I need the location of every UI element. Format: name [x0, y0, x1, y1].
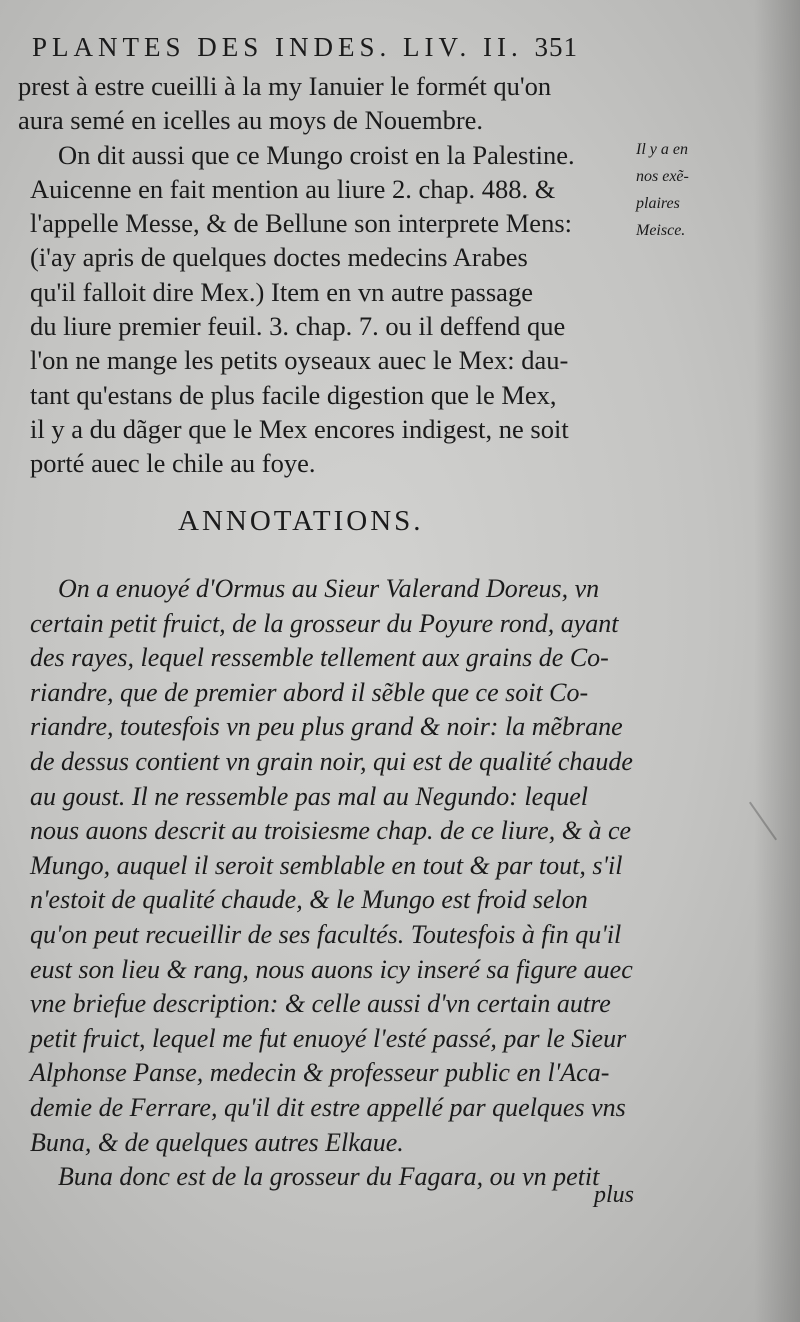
annotation-line: eust son lieu & rang, nous auons icy inseré sa figure auec [30, 954, 633, 984]
text-line: du liure premier feuil. 3. chap. 7. ou il deffend que [30, 311, 566, 342]
annotation-line: Mungo, auquel il seroit semblable en tout & par tout, s'il [30, 850, 623, 880]
margin-note-line: Il y a en [636, 141, 688, 158]
annotation-line: petit fruict, lequel me fut enuoyé l'esté passé, par le Sieur [30, 1023, 627, 1053]
annotation-line: n'estoit de qualité chaude, & le Mungo est froid selon [30, 885, 588, 915]
text-line: l'appelle Messe, & de Bellune son interprete Mens: [30, 208, 572, 239]
page-edge-shadow [754, 0, 800, 1322]
text-line: tant qu'estans de plus facile digestion que le Mex, [30, 379, 557, 410]
annotation-line: Alphonse Panse, medecin & professeur public en l'Aca- [30, 1058, 610, 1088]
text-line: l'on ne mange les petits oyseaux auec le Mex: dau- [30, 345, 569, 376]
annotation-line: On a enuoyé d'Ormus au Sieur Valerand Doreus, vn [58, 574, 600, 603]
margin-note-line: nos exẽ- [636, 168, 689, 185]
annotation-line: certain petit fruict, de la grosseur du Poyure rond, ayant [30, 608, 619, 638]
text-line: Auicenne en fait mention au liure 2. chap. 488. & [30, 173, 556, 204]
text-line: prest à estre cueilli à la my Ianuier le formét qu'on [18, 71, 552, 101]
annotation-line: de dessus contient vn grain noir, qui est de qualité chaude [30, 746, 633, 776]
annotation-line: riandre, que de premier abord il sẽble que ce soit Co- [30, 677, 589, 707]
annotation-line: qu'on peut recueillir de ses facultés. Toutesfois à fin qu'il [30, 919, 622, 949]
text-line: porté auec le chile au foye. [30, 448, 316, 479]
annotation-line: des rayes, lequel ressemble tellement aux grains de Co- [30, 643, 609, 673]
annotations-text [18, 572, 638, 1195]
header-title: PLANTES DES INDES. LIV. II. [32, 32, 523, 62]
main-text [18, 69, 638, 481]
annotation-line: nous auons descrit au troisiesme chap. de ce liure, & à ce [30, 816, 632, 846]
annotation-line: riandre, toutesfois vn peu plus grand & noir: la mẽbrane [30, 712, 623, 742]
page-number: 351 [534, 32, 578, 62]
annotation-line: Buna, & de quelques autres Elkaue. [30, 1127, 404, 1157]
running-header [32, 32, 642, 63]
annotation-line: Buna donc est de la grosseur du Fagara, ou vn petit [58, 1162, 600, 1192]
annotation-line: demie de Ferrare, qu'il dit estre appellé par quelques vns [30, 1092, 626, 1122]
text-line: il y a du dãger que le Mex encores indigest, ne soit [30, 413, 569, 444]
text-line: aura semé en icelles au moys de Nouembre. [18, 105, 484, 136]
text-line: qu'il falloit dire Mex.) Item en vn autre passage [30, 276, 533, 307]
margin-note [636, 136, 716, 244]
annotation-line: au goust. Il ne ressemble pas mal au Negundo: lequel [30, 781, 588, 811]
annotation-line: vne briefue description: & celle aussi d'vn certain autre [30, 989, 611, 1019]
margin-note-line: plaires [636, 195, 680, 212]
margin-note-line: Meisce. [636, 222, 686, 239]
catchword: plus [594, 1182, 635, 1208]
text-line: (i'ay apris de quelques doctes medecins Arabes [30, 242, 528, 273]
section-heading: ANNOTATIONS. [178, 505, 424, 537]
text-line: On dit aussi que ce Mungo croist en la Palestine. [58, 139, 575, 170]
